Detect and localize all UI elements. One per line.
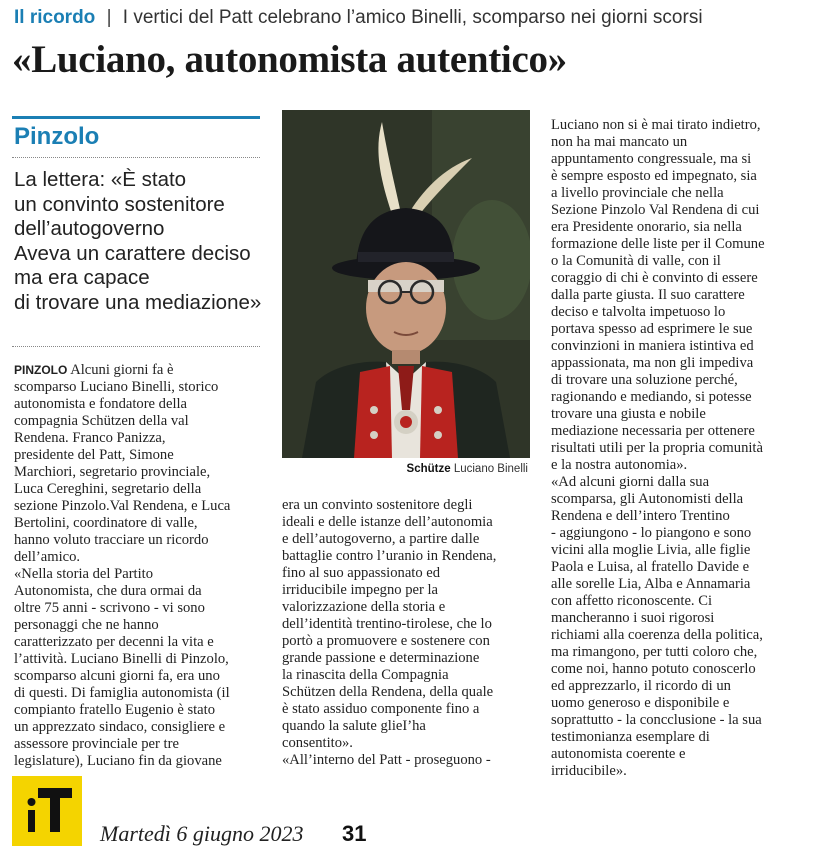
- article-line: portava spesso ad esprimere le sue: [551, 321, 753, 337]
- article-line: scomparso Luciano Binelli, storico: [14, 379, 219, 395]
- article-line: «Ad alcuni giorni dalla sua: [551, 474, 710, 490]
- article-line: sezione Pinzolo.Val Rendena, e Luca: [14, 498, 231, 514]
- article-line: - aggiungono - lo piangono e sono: [551, 525, 752, 541]
- standfirst-line: Aveva un carattere deciso: [14, 241, 251, 265]
- standfirst-line: dell’autogoverno: [14, 217, 165, 240]
- article-line: soprattutto - la concclusione - la sua: [551, 712, 762, 728]
- article-line: ragionando e mediando, si potesse: [551, 389, 752, 405]
- article-line: hanno voluto tracciare un ricordo: [14, 532, 209, 548]
- article-line: alle sorelle Lia, Alba e Annamaria: [551, 576, 751, 592]
- standfirst-line: La lettera: «È stato: [14, 168, 187, 191]
- article-line: ma rimangono, per tutti coloro che,: [551, 644, 758, 660]
- portrait-illustration: [282, 110, 530, 458]
- article-line: un apprezzato sindaco, consigliere e: [14, 719, 226, 735]
- place-label: Pinzolo: [14, 123, 100, 150]
- article-line: irriducibile».: [551, 763, 627, 779]
- newspaper-logo: [12, 776, 82, 846]
- article-column-2: [282, 497, 534, 769]
- article-line: personaggi che ne hanno: [14, 617, 159, 633]
- standfirst: [14, 168, 270, 315]
- article-line: caratterizzato per decenni la vita e: [14, 634, 214, 650]
- article-line: l’attività. Luciano Binelli di Pinzolo,: [14, 651, 229, 667]
- caption-name: Luciano Binelli: [453, 463, 528, 475]
- article-line: è stato assiduo componente fino a: [282, 701, 480, 717]
- article-line: di questi. Di famiglia autonomista (il: [14, 685, 230, 701]
- kicker-separator: |: [106, 7, 112, 28]
- article-line: Autonomista, che dura ormai da: [14, 583, 202, 599]
- article-line: irriducibile impegno per la: [282, 582, 439, 598]
- article-line: autonomista coerente e: [551, 746, 686, 762]
- article-line: Luciano non si è mai tirato indietro,: [551, 117, 761, 133]
- article-line: dell’amico.: [14, 549, 81, 565]
- article-line: con affetto riconoscente. Ci: [551, 593, 713, 609]
- article-line: dell’identità trentino-tirolese, che lo: [282, 616, 492, 632]
- headline: «Luciano, autonomista autentico»: [12, 38, 567, 81]
- article-line: ideali e delle istanze dell’autonomia: [282, 514, 493, 530]
- article-line: autonomista e fondatore della: [14, 396, 188, 412]
- article-line: come noi, hanno potuto conoscerlo: [551, 661, 756, 677]
- article-line: [14, 362, 266, 379]
- article-line: quando la salute glieI’ha: [282, 718, 426, 734]
- article-line: appuntamento congressuale, ma si: [551, 151, 752, 167]
- article-line: scomparsa, gli Autonomisti della: [551, 491, 744, 507]
- photo-caption: [282, 462, 528, 476]
- issue-date: Martedì 6 giugno 2023: [100, 821, 304, 846]
- article-line: testimonianza esemplare di: [551, 729, 710, 745]
- article-line: compianto fratello Eugenio è stato: [14, 702, 216, 718]
- article-line: consentito».: [282, 735, 353, 751]
- dateline: PINZOLO: [14, 363, 68, 377]
- logo-icon: [12, 776, 82, 846]
- article-line: Rendena e dell’intero Trentino: [551, 508, 730, 524]
- article-line: coraggio di chi è convinto di essere: [551, 270, 758, 286]
- page-number: 31: [342, 821, 367, 846]
- article-line: di trovare una soluzione perché,: [551, 372, 738, 388]
- article-line: Marchiori, segretario provinciale,: [14, 464, 211, 480]
- dotted-divider-bottom: [12, 346, 260, 347]
- article-line: battaglie contro l’uranio in Rendena,: [282, 548, 497, 564]
- article-line: mediazione necessaria per ottenere: [551, 423, 755, 439]
- standfirst-line: un convinto sostenitore: [14, 192, 225, 216]
- article-line: era un convinto sostenitore degli: [282, 497, 473, 513]
- article-line: assessore provinciale per tre: [14, 736, 179, 752]
- article-column-3: [551, 117, 817, 780]
- article-line: oltre 75 anni - scrivono - vi sono: [14, 600, 205, 616]
- article-line: a livello provinciale che nella: [551, 185, 724, 201]
- article-line: convinzioni in maniera istintiva ed: [551, 338, 754, 354]
- article-column-1: [14, 362, 266, 770]
- article-line: e la nostra autonomia».: [551, 457, 688, 473]
- article-line: mancheranno i suoi rigorosi: [551, 610, 715, 626]
- article-line: Luca Cereghini, segretario della: [14, 481, 202, 497]
- article-line: Bertolini, coordinatore di valle,: [14, 515, 198, 531]
- standfirst-line: di trovare una mediazione»: [14, 290, 262, 314]
- article-line: formazione delle liste per il Comune: [551, 236, 765, 252]
- article-line: trovare una giusta e nobile: [551, 406, 706, 422]
- article-line: la rinascita della Compagnia: [282, 667, 449, 683]
- article-line: Rendena. Franco Panizza,: [14, 430, 166, 446]
- article-line: appassionata, ma non gli impediva: [551, 355, 754, 371]
- dotted-divider-top: [12, 157, 260, 158]
- article-line: presidente del Patt, Simone: [14, 447, 174, 463]
- place-rule: [12, 116, 260, 119]
- article-line: o la Comunità di valle, con il: [551, 253, 721, 269]
- article-line: grande passione e determinazione: [282, 650, 480, 666]
- standfirst-line: ma era capace: [14, 266, 150, 289]
- article-line: Sezione Pinzolo Val Rendena di cui: [551, 202, 760, 218]
- article-line: era Presidente onorario, sia nella: [551, 219, 742, 235]
- kicker: [14, 6, 819, 30]
- article-line: è sempre esposto ed impegnato, sia: [551, 168, 757, 184]
- article-line: uomo generoso e disponibile e: [551, 695, 730, 711]
- article-line: «All’interno del Patt - proseguono -: [282, 752, 491, 768]
- article-line: valorizzazione della storia e: [282, 599, 446, 615]
- article-line: legislature), Luciano fin da giovane: [14, 753, 222, 769]
- portrait-photo: [282, 110, 530, 458]
- article-line: dalla parte giusta. Il suo carattere: [551, 287, 745, 303]
- article-line: Schützen della Rendena, della quale: [282, 684, 494, 700]
- article-line-text: Alcuni giorni fa è: [70, 362, 174, 378]
- section-label: Il ricordo: [14, 7, 96, 28]
- article-line: Paola e Luisa, al fratello Davide e: [551, 559, 750, 575]
- article-line: risultati utili per la propria comunità: [551, 440, 763, 456]
- article-line: non ha mai mancato un: [551, 134, 688, 150]
- caption-label: Schütze: [406, 463, 451, 475]
- article-line: scomparso alcuni giorni fa, era uno: [14, 668, 220, 684]
- article-line: compagnia Schützen della val: [14, 413, 189, 429]
- article-line: «Nella storia del Partito: [14, 566, 154, 582]
- article-line: richiami alla coerenza della politica,: [551, 627, 763, 643]
- article-line: fino al suo appassionato ed: [282, 565, 441, 581]
- article-line: deciso e talvolta impetuoso lo: [551, 304, 726, 320]
- article-line: ed apprezzarlo, il ricordo di un: [551, 678, 731, 694]
- kicker-summary: I vertici del Patt celebrano l’amico Binelli, scomparso nei giorni scorsi: [122, 7, 703, 28]
- article-line: e dell’autogoverno, a partire dalle: [282, 531, 480, 547]
- article-line: portò a promuovere e sostenere con: [282, 633, 490, 649]
- article-line: vicini alla moglie Livia, alle figlie: [551, 542, 751, 558]
